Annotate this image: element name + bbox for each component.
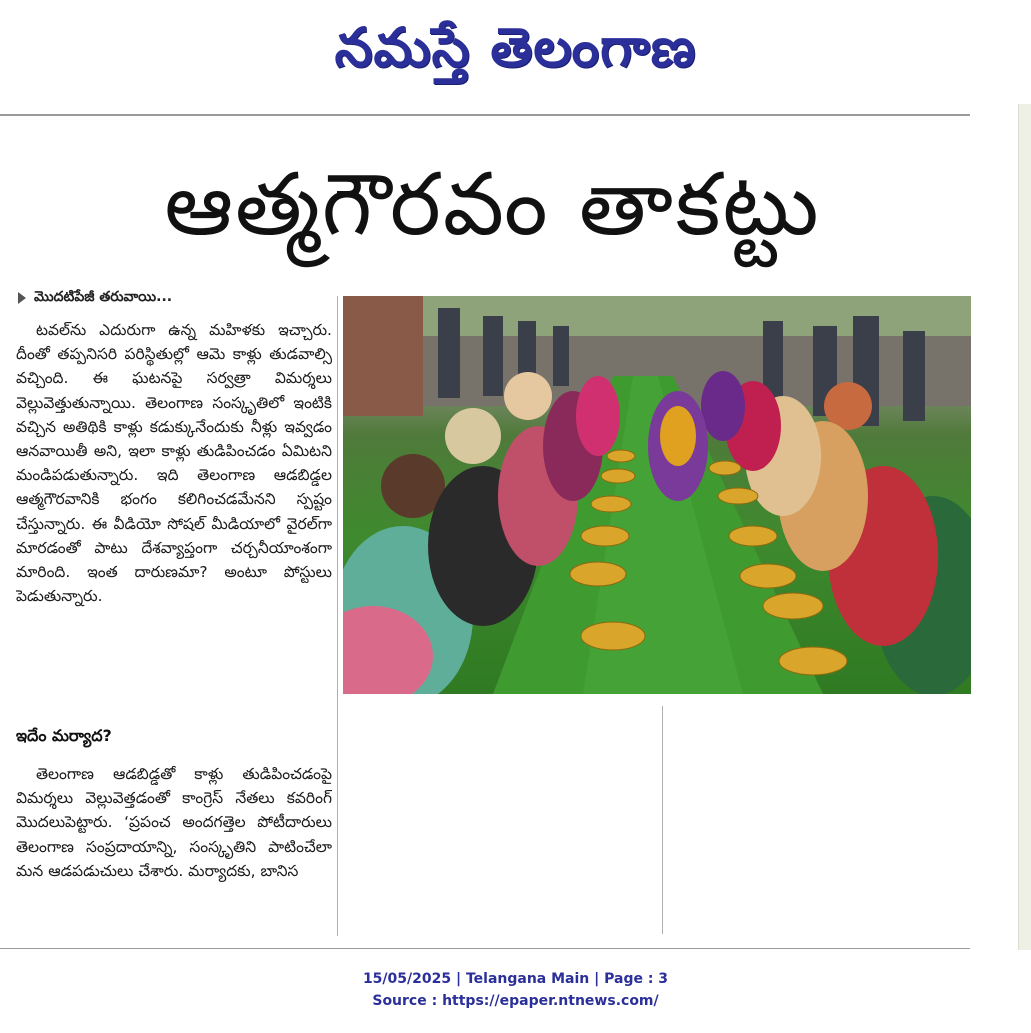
footer — [0, 968, 1031, 1012]
continued-text: మొదటిపేజీ తరువాయి... — [34, 288, 173, 305]
article-column-1-para-2: తెలంగాణ ఆడబిడ్డతో కాళ్లు తుడిపించడంపై విమర్శలు వెల్లువెత్తడంతో కాంగ్రెస్‌ నేతలు కవరింగ్‌ మొదలుపెట్టారు. ‘ప్రపంచ అందగత్తెల పోటీదారులు తెలంగాణ సంప్రదాయాన్ని, సంస్కృతిని పాటించేలా మన ఆడపడుచులు చేశారు. మర్యాదకు, బానిస — [16, 765, 332, 880]
article-column-1-para-1: టవల్‌ను ఎదురుగా ఉన్న మహిళకు ఇచ్చారు. దీంతో తప్పనిసరి పరిస్థితుల్లో ఆమె కాళ్లు తుడవాల్సి వచ్చింది. ఈ ఘటనపై సర్వత్రా విమర్శలు వెల్లువెత్తుతున్నాయి. తెలంగాణ సంస్కృతిలో ఇంటికి వచ్చిన అతిథికి కాళ్లు కడుక్కునేందుకు నీళ్లు ఇవ్వడం ఆనవాయితీ అని, ఇలా కాళ్లు తుడిపించడం ఏమిటని మండిపడుతున్నారు. ఇది తెలంగాణ ఆడబిడ్డల ఆత్మగౌరవానికి భంగం కలిగించడమేనని స్పష్టం చేస్తున్నారు. ఈ వీడియో సోషల్‌ మీడియాలో వైరల్‌గా మారడంతో పాటు దేశవ్యాప్తంగా చర్చనీయాంశంగా మారింది. ఇంత దారుణమా? అంటూ పోస్టులు పెడుతున్నారు. — [16, 321, 332, 606]
top-rule — [0, 114, 970, 116]
continued-from-label — [18, 287, 338, 309]
masthead-title: నమస్తే తెలంగాణ — [334, 15, 697, 79]
bottom-rule — [0, 948, 970, 949]
footer-date-edition: 15/05/2025 | Telangana Main | Page : 3 — [362, 971, 669, 987]
news-photo — [343, 296, 971, 694]
footer-source: Source : https://epaper.ntnews.com/ — [372, 993, 659, 1009]
article-subhead: ఇదేం మర్యాద? — [16, 726, 112, 745]
column-divider — [662, 706, 663, 934]
news-photo-illustration — [343, 296, 971, 694]
headline: ఆత్మగౌరవం తాకట్టు — [164, 154, 821, 255]
column-divider — [337, 296, 338, 936]
masthead — [0, 0, 1031, 108]
adjacent-page-edge — [1018, 104, 1031, 950]
triangle-bullet-icon — [18, 292, 26, 304]
